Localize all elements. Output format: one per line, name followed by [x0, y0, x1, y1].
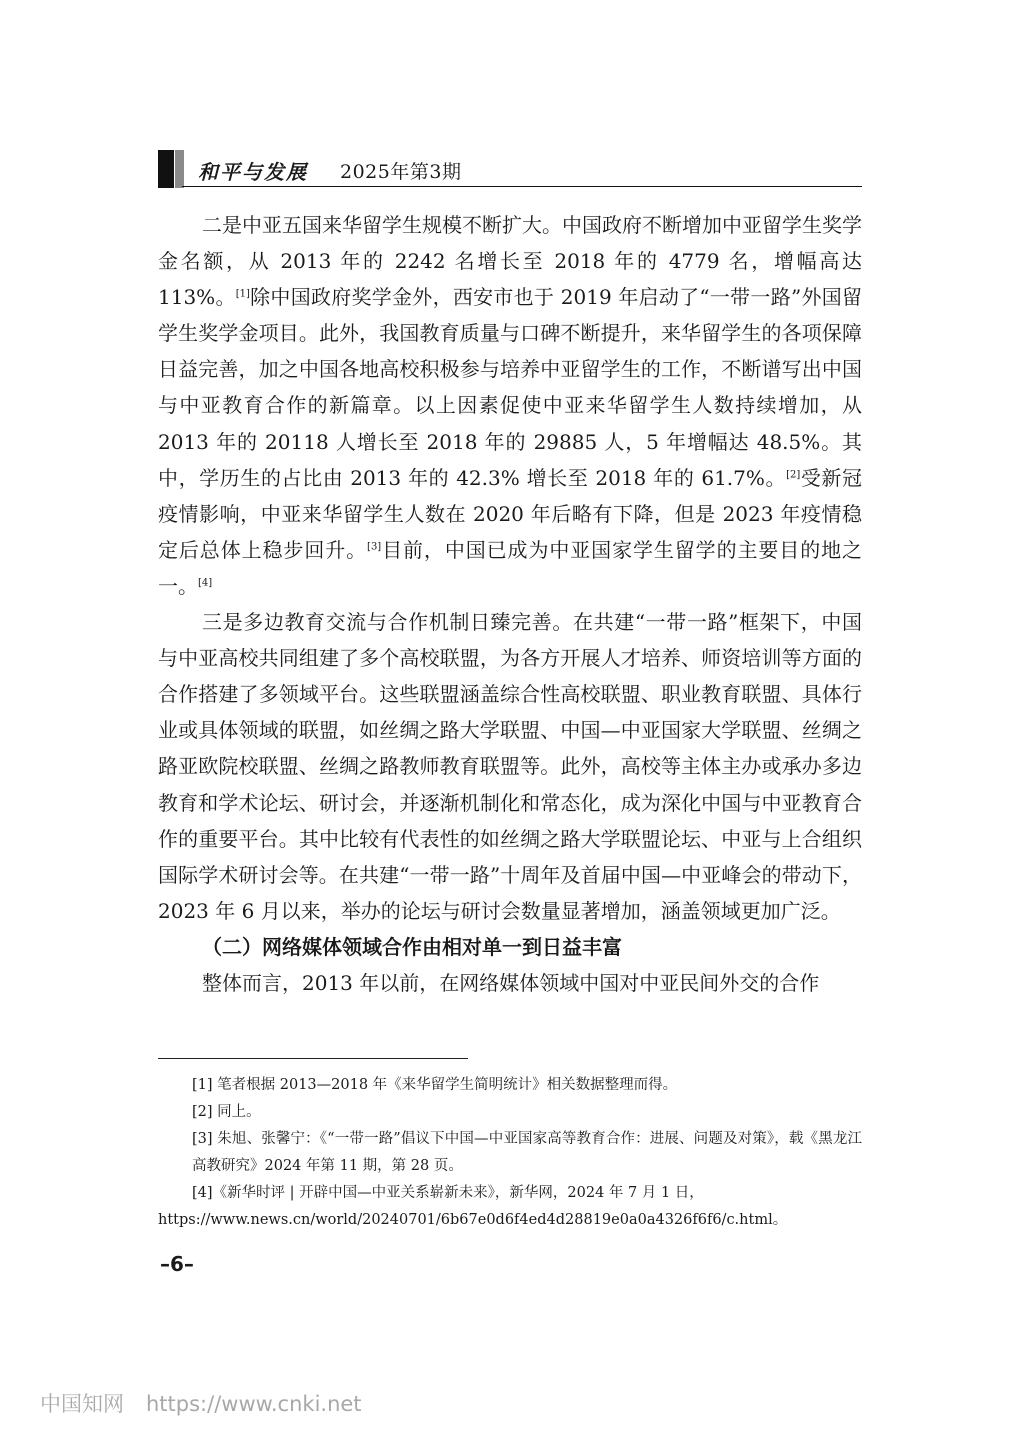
- header-bar-gray: [175, 150, 184, 188]
- footnote-ref-2: [2]: [786, 469, 801, 480]
- paragraph-3: 整体而言，2013 年以前，在网络媒体领域中国对中亚民间外交的合作: [202, 970, 820, 995]
- paragraph-1: [158, 207, 862, 604]
- footnote-1: [1] 笔者根据 2013—2018 年《来华留学生简明统计》相关数据整理而得。: [192, 1077, 678, 1093]
- footnote-rule: [158, 1058, 468, 1059]
- p1-text-b: 除中国政府奖学金外，西安市也于 2019 年启动了“一带一路”外国留学生奖学金项目。此外，我国教育质量与口碑不断提升，来华留学生的各项保障日益完善，加之中国各地高校积极参与培养中亚留学生的工作，不断谱写出中国与中亚教育合作的新篇章。以上因素促使中亚来华留学生人数持续增加，从 2013 年的 20118 人增长至 2018 年的 29885 人，5 年增幅达 48.5%。其中，学历生的占比由 2013 年的 42.3% 增长至 2018 年的 61.7%。: [158, 285, 862, 490]
- footnote-4-url: https://www.news.cn/world/20240701/6b67e0d6f4ed4d28819e0a0a4326f6f6/c.html。: [158, 1212, 788, 1228]
- journal-issue: 2025年第3期: [340, 161, 462, 183]
- watermark-brand: 中国知网: [40, 1392, 124, 1416]
- header-rule: [182, 186, 862, 187]
- p1-text-a: 二是中亚五国来华留学生规模不断扩大。中国政府不断增加中亚留学生奖学金名额，从 2013 年的 2242 名增长至 2018 年的 4779 名，增幅高达 113%。: [158, 213, 862, 310]
- footnote-ref-3: [3]: [367, 541, 382, 553]
- footnote-ref-4: [4]: [198, 577, 213, 589]
- section-subheading: （二）网络媒体领域合作由相对单一到日益丰富: [202, 934, 622, 959]
- site-watermark: [40, 1388, 362, 1418]
- footnote-ref-1: [1]: [235, 288, 250, 300]
- header-bar-dark: [158, 150, 174, 188]
- journal-title: 和平与发展: [198, 160, 308, 184]
- footnote-4: [4]《新华时评 | 开辟中国—中亚关系崭新未来》，新华网，2024 年 7 月 1 日，: [192, 1185, 704, 1201]
- watermark-url: https://www.cnki.net: [146, 1392, 362, 1416]
- footnote-2: [2] 同上。: [192, 1104, 261, 1120]
- p1-text-c: 受新冠疫情影响，中亚来华留学生人数在 2020 年后略有下降，但是 2023 年疫情稳定后总体上稳步回升。: [158, 465, 862, 562]
- footnote-3: [3] 朱旭、张馨宁：《“一带一路”倡议下中国—中亚国家高等教育合作：进展、问题及对策》，载《黑龙江高教研究》2024 年第 11 期，第 28 页。: [192, 1131, 862, 1174]
- footnotes: [158, 1072, 862, 1234]
- main-text: [158, 207, 862, 1001]
- page-number: –6–: [160, 1252, 194, 1276]
- p1-text-d: 目前，中国已成为中亚国家学生留学的主要目的地之一。: [158, 537, 863, 598]
- running-header: [158, 150, 862, 188]
- paragraph-2: 三是多边教育交流与合作机制日臻完善。在共建“一带一路”框架下，中国与中亚高校共同组建了多个高校联盟，为各方开展人才培养、师资培训等方面的合作搭建了多领域平台。这些联盟涵盖综合性高校联盟、职业教育联盟、具体行业或具体领域的联盟，如丝绸之路大学联盟、中国—中亚国家大学联盟、丝绸之路亚欧院校联盟、丝绸之路教师教育联盟等。此外，高校等主体主办或承办多边教育和学术论坛、研讨会，并逐渐机制化和常态化，成为深化中国与中亚教育合作的重要平台。其中比较有代表性的如丝绸之路大学联盟论坛、中亚与上合组织国际学术研讨会等。在共建“一带一路”十周年及首届中国—中亚峰会的带动下，2023 年 6 月以来，举办的论坛与研讨会数量显著增加，涵盖领域更加广泛。: [158, 610, 862, 923]
